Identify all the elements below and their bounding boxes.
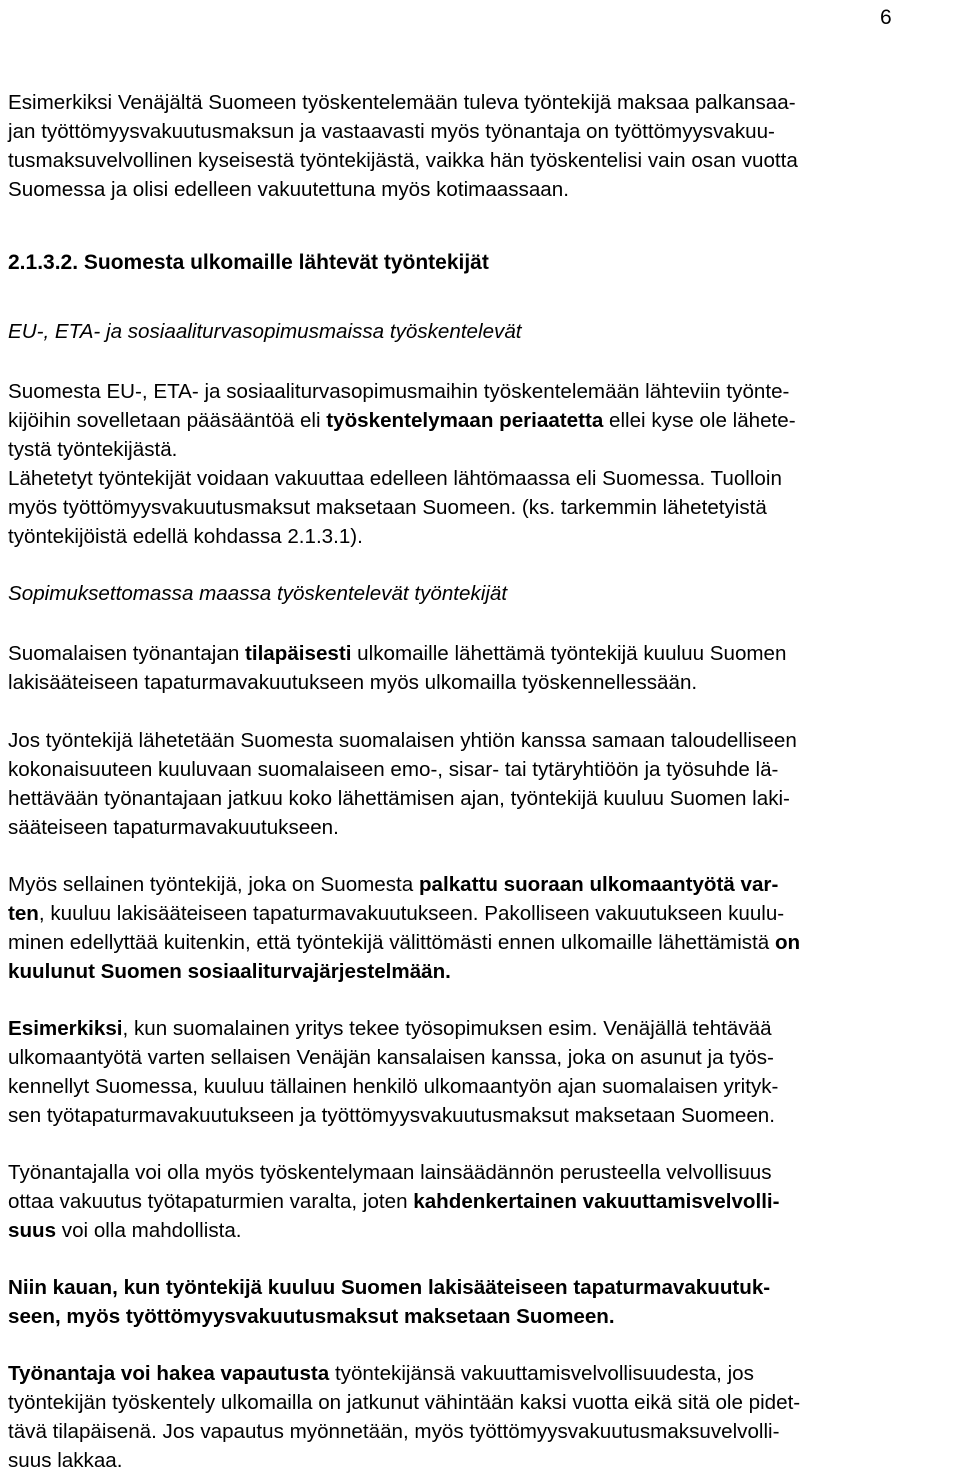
text-line: myös työttömyysvakuutusmaksut maksetaan Suomeen. (ks. tarkemmin lähetetyistä	[8, 496, 767, 519]
text-line: kuulunut Suomen sosiaaliturvajärjestelmään.	[8, 960, 451, 983]
text-run: , kun suomalainen yritys tekee työsopimuksen esim. Venäjällä tehtävää	[122, 1017, 772, 1040]
text-line: Suomesta EU-, ETA- ja sosiaaliturvasopimusmaihin työskentelemään lähteviin työnte-	[8, 380, 790, 403]
text-line: kennellyt Suomessa, kuuluu tällainen henkilö ulkomaantyön ajan suomalaisen yrityk-	[8, 1075, 779, 1098]
text-line	[8, 899, 958, 928]
text-line	[8, 1216, 958, 1245]
text-line: kokonaisuuteen kuuluvaan suomalaiseen emo-, sisar- tai tytäryhtiöön ja työsuhde lä-	[8, 758, 779, 781]
paragraph-group-company	[8, 726, 958, 842]
document-body	[8, 88, 958, 1475]
text-line	[8, 928, 958, 957]
text-line: hettävään työnantajaan jatkuu koko lähettämisen ajan, työntekijä kuuluu Suomen laki-	[8, 787, 790, 810]
text-run: voi olla mahdollista.	[56, 1219, 242, 1242]
text-line	[8, 1359, 958, 1388]
page-number: 6	[880, 6, 892, 29]
bold-text: kahdenkertainen vakuuttamisvelvolli-	[413, 1190, 780, 1213]
text-run: ottaa vakuutus työtapaturmien varalta, joten	[8, 1190, 414, 1213]
text-line: Lähetetyt työntekijät voidaan vakuuttaa edelleen lähtömaassa eli Suomessa. Tuolloin	[8, 467, 782, 490]
subheading-eu-eta: EU-, ETA- ja sosiaaliturvasopimusmaissa työskentelevät	[8, 320, 522, 343]
text-line: tusmaksuvelvollinen kyseisestä työntekijästä, vaikka hän työskentelisi vain osan vuotta	[8, 149, 798, 172]
text-line	[8, 639, 958, 668]
text-run: kijöihin sovelletaan pääsääntöä eli	[8, 409, 327, 432]
bold-text: Työnantaja voi hakea vapautusta	[8, 1362, 330, 1385]
text-run: ulkomaille lähettämä työntekijä kuuluu Suomen	[351, 642, 787, 665]
text-line: tystä työntekijästä.	[8, 438, 178, 461]
text-line: sen työtapaturmavakuutukseen ja työttömyysvakuutusmaksut maksetaan Suomeen.	[8, 1104, 775, 1127]
text-run: minen edellyttää kuitenkin, että työntekijä välittömästi ennen ulkomaille lähettämistä	[8, 931, 775, 954]
bold-text: palkattu suoraan ulkomaantyötä var-	[418, 873, 779, 896]
text-line: Suomessa ja olisi edelleen vakuutettuna myös kotimaassaan.	[8, 178, 569, 201]
bold-text: on	[774, 931, 801, 954]
paragraph-double-insurance	[8, 1158, 958, 1245]
text-run: Myös sellainen työntekijä, joka on Suomesta	[8, 873, 419, 896]
text-line: suus lakkaa.	[8, 1449, 123, 1472]
bold-text: ten	[8, 902, 39, 925]
bold-text: suus	[8, 1219, 57, 1242]
paragraph-temporary	[8, 639, 958, 697]
text-line: Niin kauan, kun työntekijä kuuluu Suomen lakisääteiseen tapaturmavakuutuk-	[8, 1276, 771, 1299]
paragraph-eu-eta	[8, 377, 958, 551]
text-line: Esimerkiksi Venäjältä Suomeen työskentelemään tuleva työntekijä maksaa palkansaa-	[8, 91, 796, 114]
text-line: työntekijän työskentely ulkomailla on jatkunut vähintään kaksi vuotta eikä sitä ole pidet-	[8, 1391, 801, 1414]
text-line: lakisääteiseen tapaturmavakuutukseen myös ulkomailla työskennellessään.	[8, 671, 698, 694]
text-line: jan työttömyysvakuutusmaksun ja vastaavasti myös työnantaja on työttömyysvakuu-	[8, 120, 775, 143]
text-line: tävä tilapäisenä. Jos vapautus myönnetään, myös työttömyysvakuutusmaksuvelvolli-	[8, 1420, 780, 1443]
paragraph-russia-example	[8, 88, 958, 204]
text-line: sääteiseen tapaturmavakuutukseen.	[8, 816, 339, 839]
bold-text: työskentelymaan periaatetta	[326, 409, 604, 432]
text-run: ellei kyse ole lähete-	[603, 409, 796, 432]
text-line	[8, 406, 958, 435]
text-line: ulkomaantyötä varten sellaisen Venäjän kansalaisen kanssa, joka on asunut ja työs-	[8, 1046, 774, 1069]
text-line: seen, myös työttömyysvakuutusmaksut maksetaan Suomeen.	[8, 1305, 615, 1328]
bold-text: tilapäisesti	[245, 642, 352, 665]
text-run: Suomalaisen työnantajan	[8, 642, 245, 665]
section-heading: 2.1.3.2. Suomesta ulkomaille lähtevät työntekijät	[8, 251, 489, 274]
text-run: , kuuluu lakisääteiseen tapaturmavakuutukseen. Pakolliseen vakuutukseen kuulu-	[38, 902, 785, 925]
bold-text: Esimerkiksi	[8, 1017, 123, 1040]
subheading-non-agreement: Sopimuksettomassa maassa työskentelevät työntekijät	[8, 582, 508, 605]
paragraph-exemption	[8, 1359, 958, 1475]
text-line: Jos työntekijä lähetetään Suomesta suomalaisen yhtiön kanssa samaan taloudelliseen	[8, 729, 797, 752]
text-line	[8, 1187, 958, 1216]
text-run: työntekijänsä vakuuttamisvelvollisuudesta, jos	[329, 1362, 754, 1385]
text-line	[8, 870, 958, 899]
text-line: työntekijöistä edellä kohdassa 2.1.3.1).	[8, 525, 363, 548]
paragraph-hired-abroad	[8, 870, 958, 986]
paragraph-example-contract	[8, 1014, 958, 1130]
text-line: Työnantajalla voi olla myös työskentelymaan lainsäädännön perusteella velvollisuus	[8, 1161, 772, 1184]
text-line	[8, 1014, 958, 1043]
paragraph-as-long-as	[8, 1273, 958, 1331]
